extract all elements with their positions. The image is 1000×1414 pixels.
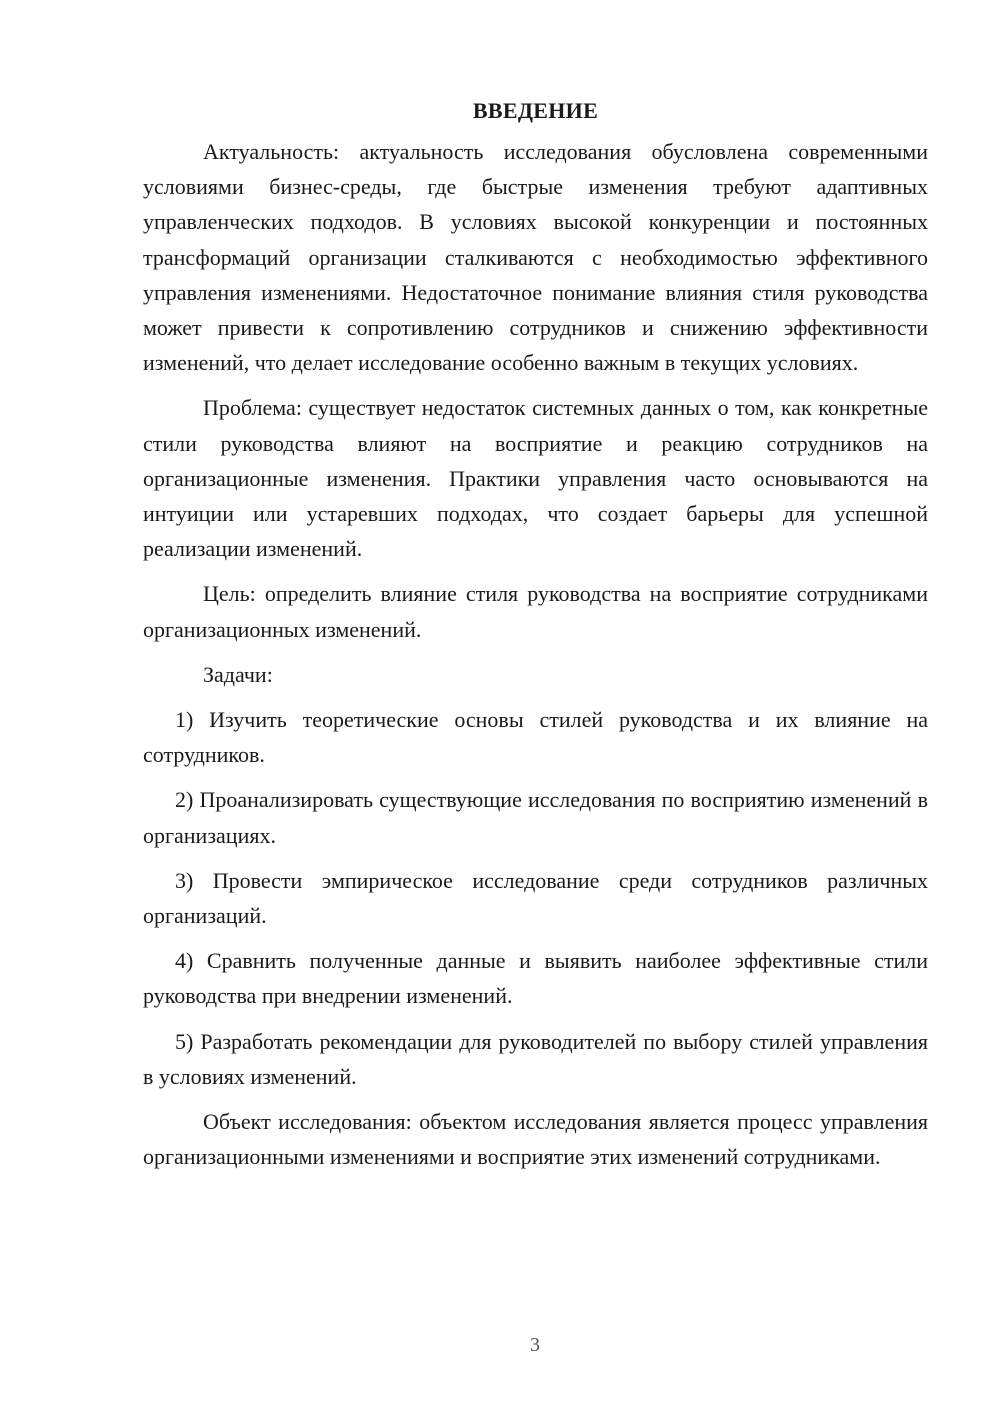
task-item-2: 2) Проанализировать существующие исследования по восприятию изменений в организациях. bbox=[143, 787, 928, 848]
task-item-5: 5) Разработать рекомендации для руководителей по выбору стилей управления в условиях изменений. bbox=[143, 1028, 928, 1089]
paragraph-tasks-heading: Задачи: bbox=[203, 661, 273, 687]
task-item-1: 1) Изучить теоретические основы стилей руководства и их влияние на сотрудников. bbox=[143, 707, 928, 768]
paragraph-goal: Цель: определить влияние стиля руководства на восприятие сотрудниками организационных изменений. bbox=[143, 581, 928, 642]
document-title: ВВЕДЕНИЕ bbox=[472, 98, 599, 123]
task-item-3: 3) Провести эмпирическое исследование среди сотрудников различных организаций. bbox=[143, 867, 928, 929]
paragraph-relevance: Актуальность: актуальность исследования обусловлена современными условиями бизнес-среды, где быстрые изменения требуют адаптивных управленческих подходов. В условиях высокой конкуренции и постоянных трансформаций организации сталкиваются с необходимостью эффективного управления изменениями. Недостаточное понимание влияния стиля руководства может привести к сопротивлению сотрудников и снижению эффективности изменений, что делает исследование особенно важным в текущих условиях. bbox=[143, 139, 928, 376]
paragraph-problem: Проблема: существует недостаток системных данных о том, как конкретные стили руководства влияют на восприятие и реакцию сотрудников на организационные изменения. Практики управления часто основываются на интуиции или устаревших подходах, что создает барьеры для успешной реализации изменений. bbox=[143, 395, 928, 562]
page-number: 3 bbox=[530, 1334, 540, 1356]
paragraph-object: Объект исследования: объектом исследования является процесс управления организационными изменениями и восприятие этих изменений сотрудниками. bbox=[143, 1109, 928, 1170]
task-item-4: 4) Сравнить полученные данные и выявить наиболее эффективные стили руководства при внедрении изменений. bbox=[143, 948, 928, 1009]
document-page bbox=[143, 93, 928, 1174]
